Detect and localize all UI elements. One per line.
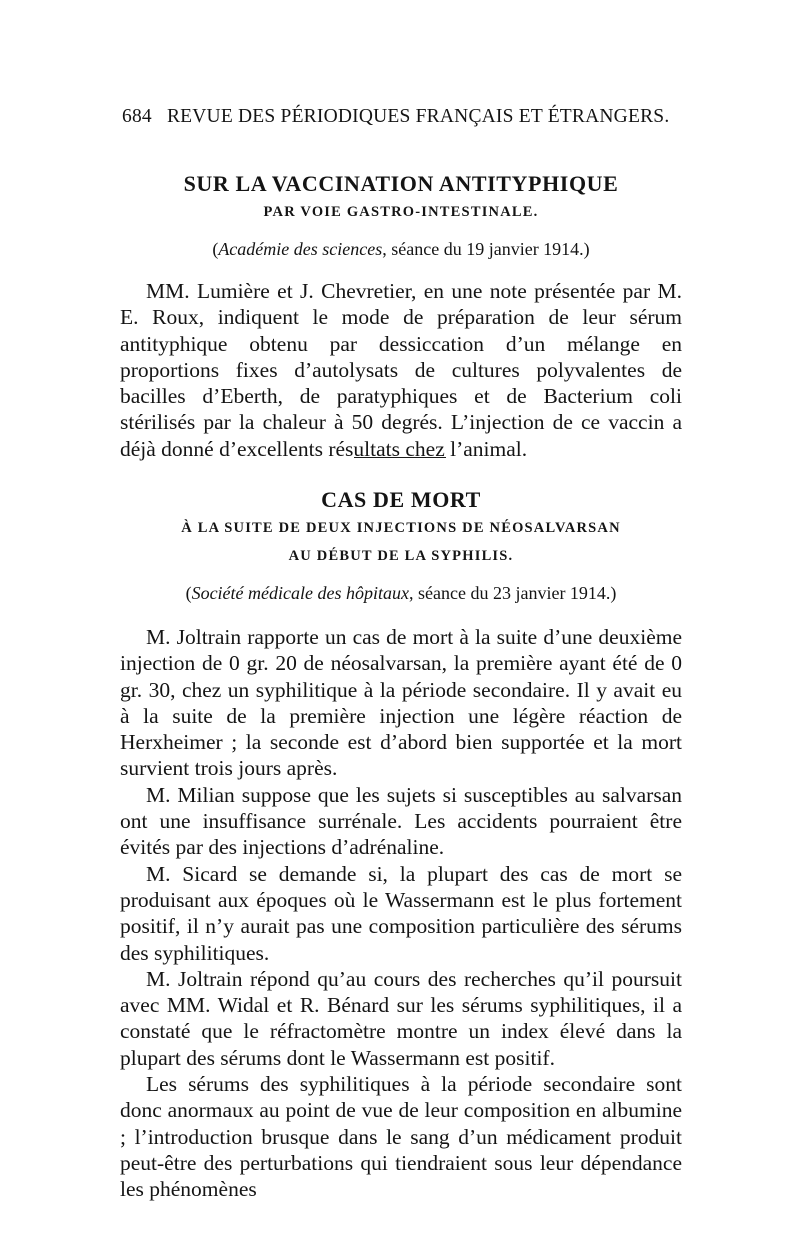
source-society: Académie des sciences xyxy=(218,239,383,259)
source-session: , séance du 23 janvier 1914.) xyxy=(409,583,617,603)
paragraph: MM. Lumière et J. Chevretier, en une note présentée par M. E. Roux, indiquent le mode de préparation de leur sérum antityphique obtenu par dessiccation d’un mélange en proportions fixes d’autolysats de cultures polyvalentes de bacilles d’Eberth, de paratyphiques et de Bacterium coli stérilisés par la chaleur à 50 degrés. L’injection de ce vaccin a déjà donné d’excellents résultats chez l’animal. xyxy=(120,279,682,461)
paragraph: M. Joltrain répond qu’au cours des recherches qu’il poursuit avec MM. Widal et R. Bénard sur les sérums syphilitiques, il a constaté que le réfractomètre montre un index élevé dans la plupart des sérums dont le Wassermann est positif. xyxy=(120,966,682,1070)
source-paren: ( xyxy=(185,583,192,603)
article-subtitle: À LA SUITE DE DEUX INJECTIONS DE NÉOSALVARSAN xyxy=(181,520,621,536)
article-subtitle: PAR VOIE GASTRO-INTESTINALE. xyxy=(263,204,539,220)
article-cas-de-mort xyxy=(120,486,682,1203)
paragraph: M. Sicard se demande si, la plupart des cas de mort se produisant aux époques où le Wassermann est le plus fortement positif, il n’y aurait pas une composition particulière des sérums des syphilitiques. xyxy=(120,861,682,965)
source-paren: ( xyxy=(212,239,219,259)
article-subtitle: AU DÉBUT DE LA SYPHILIS. xyxy=(288,548,514,564)
article-source xyxy=(120,234,682,264)
article-title: CAS DE MORT xyxy=(321,487,481,512)
running-header xyxy=(122,106,670,128)
paragraph: M. Milian suppose que les sujets si susceptibles au salvarsan ont une insuffisance surrénale. Les accidents pourraient être évités par des injections d’adrénaline. xyxy=(120,782,682,860)
source-society: Société médicale des hôpitaux xyxy=(191,583,409,603)
section-divider xyxy=(354,457,446,458)
source-session: , séance du 19 janvier 1914.) xyxy=(382,239,590,259)
paragraph: Les sérums des syphilitiques à la période secondaire sont donc anormaux au point de vue de leur composition en albumine ; l’introduction brusque dans le sang d’un médicament produit peut-être des perturbations qui tiendraient sous leur dépendance les phénomènes xyxy=(120,1072,682,1202)
page-number: 684 xyxy=(122,106,152,127)
article-body xyxy=(120,624,682,1203)
article-source xyxy=(120,578,682,608)
article-title: SUR LA VACCINATION ANTITYPHIQUE xyxy=(183,171,619,196)
running-title: REVUE DES PÉRIODIQUES FRANÇAIS ET ÉTRANGERS. xyxy=(166,106,670,127)
article-vaccination xyxy=(120,170,682,462)
paragraph: M. Joltrain rapporte un cas de mort à la suite d’une deuxième injection de 0 gr. 20 de néosalvarsan, la première ayant été de 0 gr. 30, chez un syphilitique à la période secondaire. Il y avait eu à la suite de la première injection une légère réaction de Herxheimer ; la seconde est d’abord bien supportée et la mort survient trois jours après. xyxy=(120,625,682,781)
article-body xyxy=(120,278,682,462)
